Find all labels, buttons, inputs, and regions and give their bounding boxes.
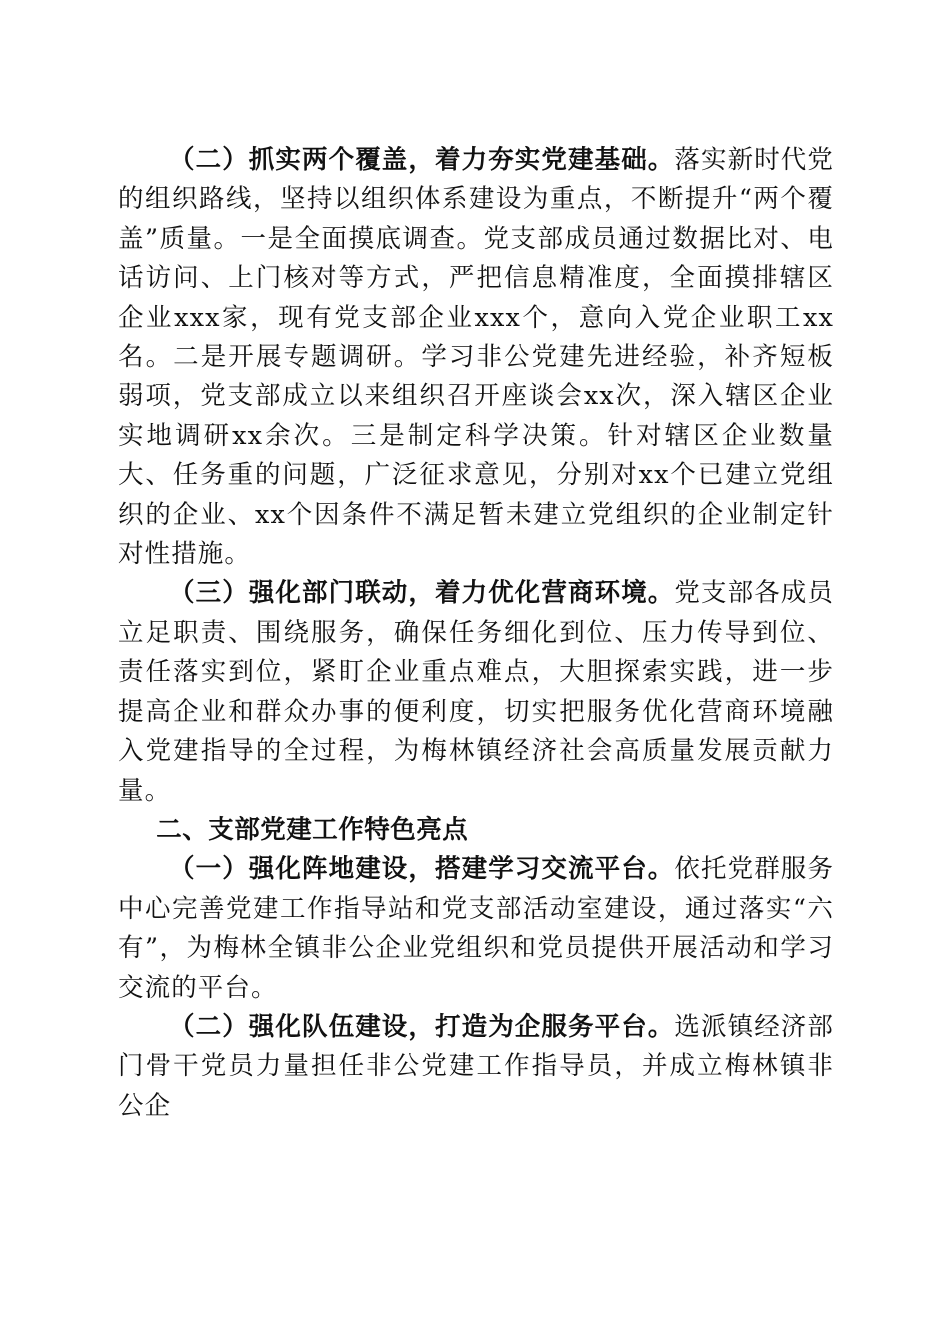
paragraph-body: 党支部各成员立足职责、围绕服务，确保任务细化到位、压力传导到位、责任落实到位，紧盯企业重点难点，大胆探索实践，进一步提高企业和群众办事的便利度，切实把服务优化营商环境融入党建指导的全过程，为梅林镇经济社会高质量发展贡献力量。 <box>118 578 835 806</box>
paragraph-lead: （二）强化队伍建设，打造为企服务平台。 <box>169 1011 675 1042</box>
paragraph-lead: （三）强化部门联动，着力优化营商环境。 <box>169 578 675 609</box>
paragraph-body: 依托党群服务中心完善党建工作指导站和党支部活动室建设，通过落实“六有”，为梅林全镇非公企业党组织和党员提供开展活动和学习交流的平台。 <box>118 854 835 1003</box>
paragraph-team-building <box>118 1008 834 1126</box>
document-body <box>118 141 834 1126</box>
paragraph-department-linkage <box>118 574 834 810</box>
section-heading: 二、支部党建工作特色亮点 <box>156 814 469 845</box>
paragraph-position-building <box>118 850 834 1008</box>
paragraph-two-coverages <box>118 141 834 574</box>
paragraph-body: 落实新时代党的组织路线，坚持以组织体系建设为重点，不断提升“两个覆盖”质量。一是全面摸底调查。党支部成员通过数据比对、电话访问、上门核对等方式，严把信息精准度，全面摸排辖区企业xxx家，现有党支部企业xxx个，意向入党企业职工xx名。二是开展专题调研。学习非公党建先进经验，补齐短板弱项，党支部成立以来组织召开座谈会xx次，深入辖区企业实地调研xx余次。三是制定科学决策。针对辖区企业数量大、任务重的问题，广泛征求意见，分别对xx个已建立党组织的企业、xx个因条件不满足暂未建立党组织的企业制定针对性措施。 <box>118 145 835 570</box>
paragraph-lead: （二）抓实两个覆盖，着力夯实党建基础。 <box>169 145 675 175</box>
paragraph-body: 选派镇经济部门骨干党员力量担任非公党建工作指导员，并成立梅林镇非公企 <box>118 1011 835 1121</box>
paragraph-lead: （一）强化阵地建设，搭建学习交流平台。 <box>169 854 675 885</box>
